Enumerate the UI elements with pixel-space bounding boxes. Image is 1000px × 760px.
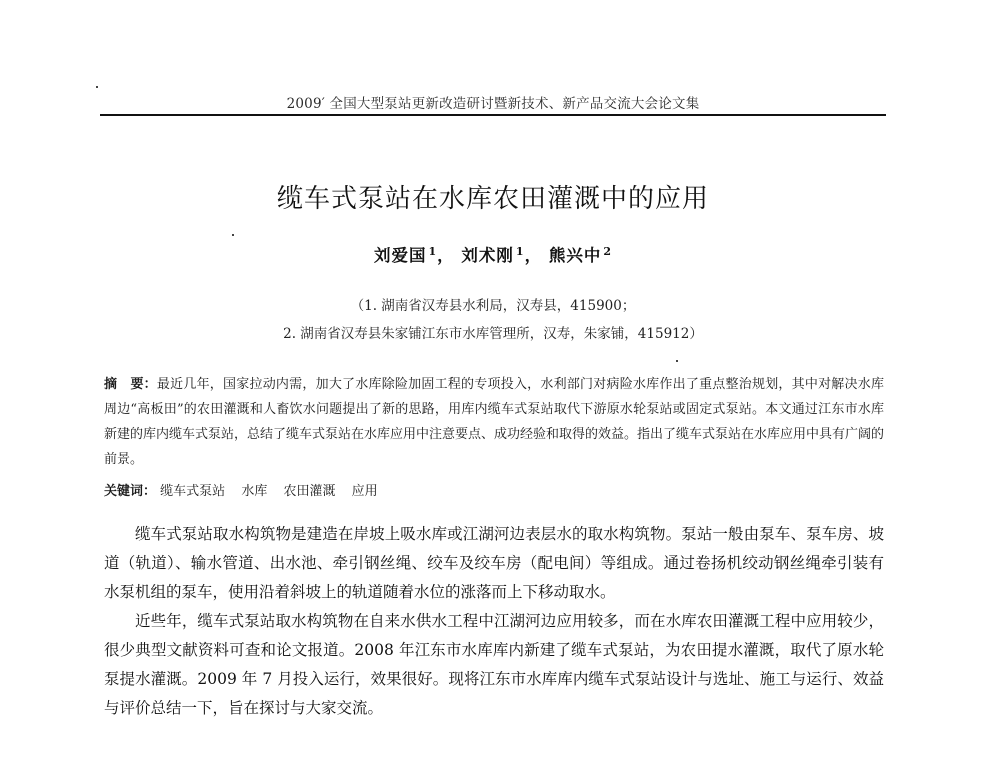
keyword: 农田灌溉 bbox=[283, 484, 336, 499]
abstract bbox=[104, 372, 884, 472]
author-name: 刘爱国 bbox=[374, 246, 427, 265]
abstract-label: 摘 要： bbox=[104, 377, 157, 392]
body-paragraph: 近些年，缆车式泵站取水构筑物在自来水供水工程中江湖河边应用较多，而在水库农田灌溉工程中应用较少，很少典型文献资料可查和论文报道。2008 年江东市水库库内新建了缆车式泵站，为农田提水灌溉，取代了原水轮泵提水灌溉。2009 年 7 月投入运行，效果很好。现将江东市水库库内缆车式泵站设计与选址、施工与运行、效益与评价总结一下，旨在探讨与大家交流。 bbox=[104, 612, 884, 717]
author-name: 熊兴中 bbox=[548, 246, 602, 265]
keyword: 缆车式泵站 bbox=[160, 484, 226, 499]
affiliation-mark: 1 bbox=[515, 244, 525, 258]
affiliation-line: （1. 湖南省汉寿县水利局，汉寿县，415900； bbox=[350, 298, 636, 314]
affiliation-mark: 2 bbox=[603, 244, 612, 258]
author-separator: ， bbox=[437, 246, 455, 265]
keywords-label: 关键词： bbox=[104, 484, 157, 499]
keyword: 水库 bbox=[241, 484, 268, 499]
author-name: 刘术刚 bbox=[461, 246, 514, 265]
author-separator: ， bbox=[524, 246, 543, 265]
keyword: 应用 bbox=[351, 484, 378, 499]
scan-speck bbox=[676, 360, 678, 362]
running-header: 2009′ 全国大型泵站更新改造研讨暨新技术、新产品交流大会论文集 bbox=[286, 96, 700, 112]
header-rule bbox=[100, 114, 886, 116]
affiliation-mark: 1 bbox=[428, 244, 438, 258]
affiliation-line: 2. 湖南省汉寿县朱家铺江东市水库管理所，汉寿，朱家铺，415912） bbox=[283, 326, 703, 342]
body-text bbox=[104, 520, 884, 723]
abstract-text: 最近几年，国家拉动内需，加大了水库除险加固工程的专项投入，水利部门对病险水库作出了重点整治规划，其中对解决水库周边“高板田”的农田灌溉和人畜饮水问题提出了新的思路，用库内缆车式泵站取代下游原水轮泵站或固定式泵站。本文通过江东市水库新建的库内缆车式泵站，总结了缆车式泵站在水库应用中注意要点、成功经验和取得的效益。指出了缆车式泵站在水库应用中具有广阔的前景。 bbox=[104, 377, 885, 467]
paper-title: 缆车式泵站在水库农田灌溉中的应用 bbox=[276, 184, 709, 214]
scan-speck bbox=[96, 86, 98, 88]
author-line bbox=[100, 242, 886, 266]
body-paragraph: 缆车式泵站取水构筑物是建造在岸坡上吸水库或江湖河边表层水的取水构筑物。泵站一般由泵车、泵车房、坡道（轨道）、输水管道、出水池、牵引钢丝绳、绞车及绞车房（配电间）等组成。通过卷扬机绞动钢丝绳牵引装有水泵机组的泵车，使用沿着斜坡上的轨道随着水位的涨落而上下移动取水。 bbox=[104, 525, 884, 601]
keywords bbox=[104, 482, 884, 502]
scan-speck bbox=[232, 234, 234, 236]
